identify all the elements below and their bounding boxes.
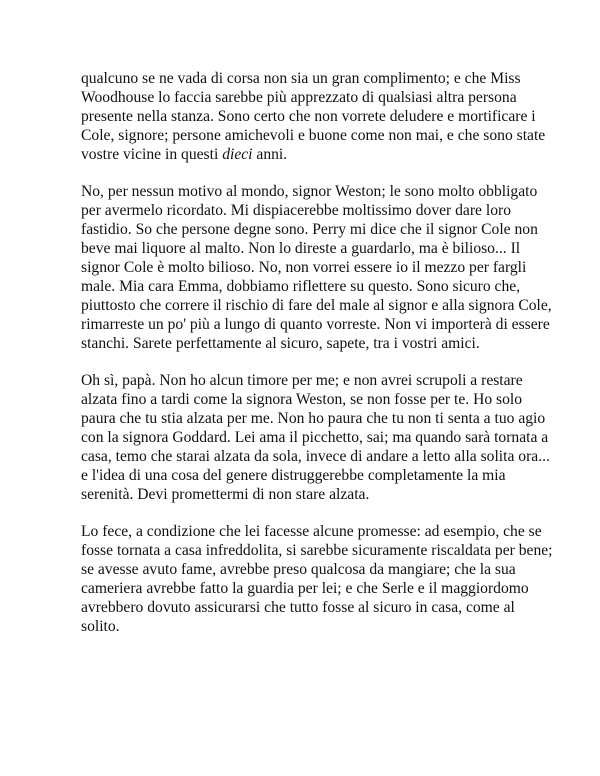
text-line: se avesse avuto fame, avrebbe preso qualcosa da mangiare; che la sua <box>81 561 516 578</box>
text-line: qualcuno se ne vada di corsa non sia un gran complimento; e che Miss <box>81 70 521 87</box>
text-line: avrebbero dovuto assicurarsi che tutto fosse al sicuro in casa, come al <box>81 599 515 616</box>
paragraph-3 <box>81 371 550 504</box>
text-line: fastidio. So che persone degne sono. Perry mi dice che il signor Cole non <box>81 221 538 238</box>
text-line: Oh sì, papà. Non ho alcun timore per me; e non avrei scrupoli a restare <box>81 372 523 389</box>
text-line: paura che tu stia alzata per me. Non ho paura che tu non ti senta a tuo agio <box>81 410 546 427</box>
text-line: per avermelo ricordato. Mi dispiacerebbe moltissimo dover dare loro <box>81 202 511 219</box>
text-segment: vostre vicine in questi <box>81 146 223 163</box>
text-line: serenità. Devi promettermi di non stare alzata. <box>81 486 370 503</box>
text-line: rimarreste un po' più a lungo di quanto vorreste. Non vi importerà di essere <box>81 316 550 333</box>
text-line: con la signora Goddard. Lei ama il picchetto, sai; ma quando sarà tornata a <box>81 429 549 446</box>
text-line: male. Mia cara Emma, dobbiamo riflettere su questo. Sono sicuro che, <box>81 278 521 295</box>
text-line: beve mai liquore al malto. Non lo direste a guardarlo, ma è bilioso... Il <box>81 240 521 257</box>
text-line: stanchi. Sarete perfettamente al sicuro, sapete, tra i vostri amici. <box>81 335 480 352</box>
paragraph-4 <box>81 522 553 636</box>
text-line: signor Cole è molto bilioso. No, non vorrei essere io il mezzo per fargli <box>81 259 527 276</box>
text-line: No, per nessun motivo al mondo, signor Weston; le sono molto obbligato <box>81 183 538 200</box>
paragraph-2 <box>81 182 552 353</box>
text-line: casa, temo che starai alzata da sola, invece di andare a letto alla solita ora... <box>81 448 550 465</box>
document-page <box>81 69 553 654</box>
text-line: solito. <box>81 618 120 635</box>
text-line: Lo fece, a condizione che lei facesse alcune promesse: ad esempio, che se <box>81 523 542 540</box>
text-line: piuttosto che correre il rischio di fare del male al signor e alla signora Cole, <box>81 297 552 314</box>
paragraph-1 <box>81 69 546 164</box>
text-line: Woodhouse lo faccia sarebbe più apprezzato di qualsiasi altra persona <box>81 89 517 106</box>
text-line: cameriera avrebbe fatto la guardia per lei; e che Serle e il maggiordomo <box>81 580 529 597</box>
text-line: fosse tornata a casa infreddolita, si sarebbe sicuramente riscaldata per bene; <box>81 542 553 559</box>
text-line: presente nella stanza. Sono certo che non vorrete deludere e mortificare i <box>81 108 536 125</box>
text-segment: anni. <box>252 146 288 163</box>
text-line <box>81 145 541 164</box>
emphasized-word: dieci <box>222 146 253 163</box>
text-line: e l'idea di una cosa del genere distruggerebbe completamente la mia <box>81 467 506 484</box>
text-line: alzata fino a tardi come la signora Weston, se non fosse per te. Ho solo <box>81 391 523 408</box>
text-line: Cole, signore; persone amichevoli e buone come non mai, e che sono state <box>81 127 546 144</box>
